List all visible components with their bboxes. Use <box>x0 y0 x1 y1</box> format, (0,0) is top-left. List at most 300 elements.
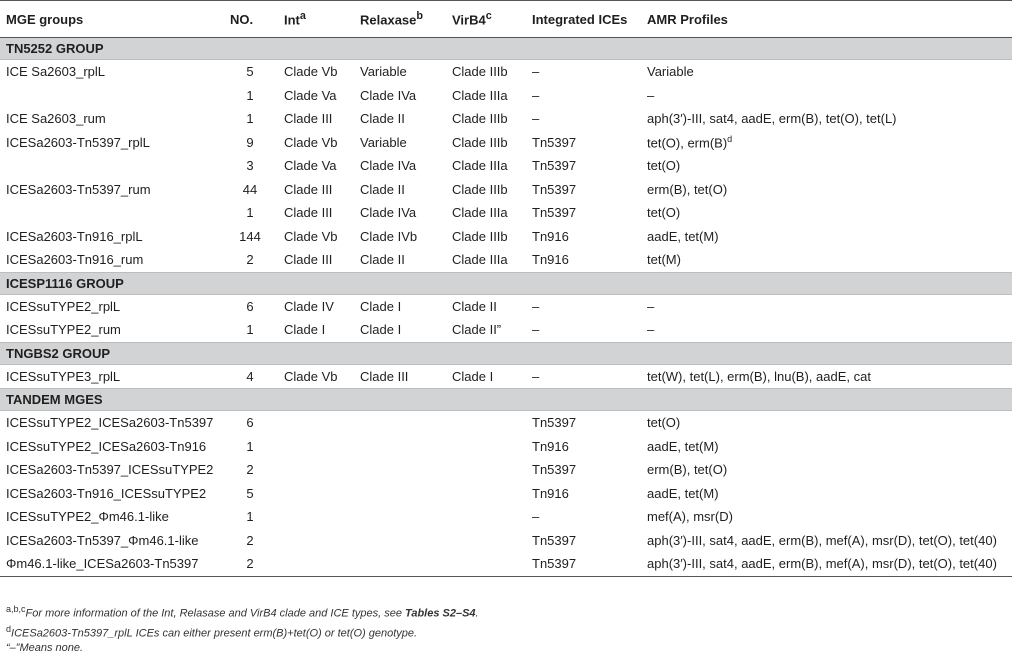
header-label: Relaxase <box>360 12 417 28</box>
header-cell <box>446 1 526 38</box>
table-row <box>0 458 1012 482</box>
cell-ices <box>526 178 641 202</box>
cell-int <box>278 318 354 342</box>
cell-ices-text: Tn916 <box>532 228 569 244</box>
cell-no-text: 1 <box>246 111 254 127</box>
cell-relaxase <box>354 248 446 272</box>
cell-mge-text: ICESa2603-Tn916_rum <box>6 252 144 268</box>
cell-amr <box>641 482 1012 506</box>
cell-int <box>278 225 354 249</box>
cell-int <box>278 201 354 225</box>
cell-int-text: Clade Va <box>284 87 337 103</box>
cell-int <box>278 552 354 576</box>
cell-int <box>278 482 354 506</box>
table-row <box>0 131 1012 155</box>
cell-ices-text: – <box>532 111 540 127</box>
group-row <box>0 389 1012 411</box>
cell-no <box>222 60 278 84</box>
cell-ices-text: Tn916 <box>532 252 569 268</box>
cell-relaxase <box>354 318 446 342</box>
cell-no-text: 9 <box>246 134 254 150</box>
footnote-text: For more information of the Int, Relasase and VirB4 clade and ICE types, see <box>25 607 406 620</box>
cell-virb4 <box>446 225 526 249</box>
table-row <box>0 529 1012 553</box>
group-row <box>0 38 1012 60</box>
cell-relaxase <box>354 529 446 553</box>
cell-mge <box>0 411 222 435</box>
header-cell <box>354 1 446 38</box>
cell-virb4-text: Clade IIIb <box>452 134 508 150</box>
cell-no <box>222 435 278 459</box>
cell-mge <box>0 482 222 506</box>
cell-int-text: Clade III <box>284 205 333 221</box>
table-body <box>0 38 1012 577</box>
cell-relaxase <box>354 552 446 576</box>
cell-ices <box>526 411 641 435</box>
cell-virb4 <box>446 178 526 202</box>
cell-relaxase-text: Clade II <box>360 111 405 127</box>
cell-ices-text: Tn5397 <box>532 556 577 572</box>
cell-ices-text: – <box>532 87 540 103</box>
cell-no <box>222 505 278 529</box>
cell-ices <box>526 505 641 529</box>
cell-mge-text: Φm46.1-like_ICESa2603-Tn5397 <box>6 556 199 572</box>
cell-amr <box>641 364 1012 389</box>
cell-virb4-text: Clade IIIa <box>452 252 508 268</box>
cell-int-text: Clade Vb <box>284 228 338 244</box>
cell-relaxase-text: Clade I <box>360 298 402 314</box>
cell-amr-text: tet(O) <box>647 205 681 221</box>
cell-relaxase <box>354 294 446 318</box>
table-row <box>0 107 1012 131</box>
cell-ices-text: Tn5397 <box>532 181 577 197</box>
cell-ices-text: – <box>532 509 540 525</box>
cell-int <box>278 458 354 482</box>
cell-no-text: 2 <box>246 532 254 548</box>
cell-virb4-text: Clade IIIb <box>452 111 508 127</box>
cell-int <box>278 107 354 131</box>
header-label: AMR Profiles <box>647 11 728 27</box>
cell-no-text: 6 <box>246 298 254 314</box>
cell-amr <box>641 131 1012 155</box>
cell-no-text: 1 <box>246 87 254 103</box>
cell-mge-text: ICESsuTYPE2_rum <box>6 322 121 338</box>
cell-mge-text: ICE Sa2603_rum <box>6 111 106 127</box>
cell-amr <box>641 458 1012 482</box>
table-row <box>0 201 1012 225</box>
cell-ices-text: Tn916 <box>532 485 569 501</box>
cell-relaxase <box>354 364 446 389</box>
cell-relaxase-text: Variable <box>360 64 407 80</box>
cell-mge-text: ICESa2603-Tn5397_ICESsuTYPE2 <box>6 462 214 478</box>
cell-virb4 <box>446 84 526 108</box>
footnotes <box>6 602 479 656</box>
cell-int <box>278 411 354 435</box>
cell-no <box>222 318 278 342</box>
cell-virb4 <box>446 318 526 342</box>
amr-footnote-mark: d <box>727 134 733 145</box>
cell-amr <box>641 60 1012 84</box>
cell-no-text: 6 <box>246 415 254 431</box>
cell-amr-text: – <box>647 298 655 314</box>
cell-no-text: 1 <box>246 322 254 338</box>
cell-relaxase <box>354 411 446 435</box>
cell-ices <box>526 552 641 576</box>
cell-mge-text: ICESsuTYPE2_Φm46.1-like <box>6 509 169 525</box>
cell-mge <box>0 529 222 553</box>
cell-no <box>222 364 278 389</box>
cell-amr <box>641 529 1012 553</box>
cell-mge <box>0 458 222 482</box>
footnote-link[interactable]: Tables S2–S4 <box>405 607 476 620</box>
cell-ices <box>526 294 641 318</box>
cell-relaxase-text: Clade II <box>360 252 405 268</box>
cell-int-text: Clade Vb <box>284 368 338 384</box>
cell-relaxase <box>354 107 446 131</box>
footnote-tail: . <box>475 607 479 620</box>
cell-mge-text: ICE Sa2603_rplL <box>6 64 106 80</box>
cell-virb4 <box>446 248 526 272</box>
cell-amr-text: aph(3′)-III, sat4, aadE, erm(B), mef(A), msr(D), tet(O), tet(40) <box>647 556 997 572</box>
cell-amr <box>641 552 1012 576</box>
cell-virb4 <box>446 482 526 506</box>
cell-ices-text: – <box>532 368 540 384</box>
cell-no <box>222 529 278 553</box>
cell-relaxase <box>354 435 446 459</box>
cell-no-text: 1 <box>246 509 254 525</box>
cell-mge-text: ICESsuTYPE2_ICESa2603-Tn916 <box>6 438 207 454</box>
cell-virb4-text: Clade IIIb <box>452 181 508 197</box>
cell-virb4 <box>446 411 526 435</box>
cell-no <box>222 294 278 318</box>
table-row <box>0 178 1012 202</box>
cell-virb4-text: Clade IIIb <box>452 64 508 80</box>
cell-relaxase-text: Clade I <box>360 322 402 338</box>
cell-amr <box>641 225 1012 249</box>
header-label: Integrated ICEs <box>532 11 628 27</box>
table-header <box>0 1 1012 38</box>
table-row <box>0 84 1012 108</box>
cell-ices-text: Tn916 <box>532 438 569 454</box>
cell-no-text: 44 <box>242 181 258 197</box>
header-label: VirB4 <box>452 12 486 28</box>
cell-ices <box>526 529 641 553</box>
cell-int <box>278 178 354 202</box>
cell-int-text: Clade Vb <box>284 134 338 150</box>
cell-no-text: 144 <box>239 228 261 244</box>
cell-ices <box>526 201 641 225</box>
cell-mge-text: ICESa2603-Tn916_ICESsuTYPE2 <box>6 485 207 501</box>
cell-int-text: Clade Va <box>284 158 337 174</box>
footnote-mark: d <box>6 623 12 634</box>
cell-virb4 <box>446 294 526 318</box>
cell-no <box>222 201 278 225</box>
cell-no-text: 4 <box>246 368 254 384</box>
cell-ices-text: Tn5397 <box>532 158 577 174</box>
cell-virb4-text: Clade IIIa <box>452 87 508 103</box>
table-row <box>0 482 1012 506</box>
cell-virb4 <box>446 435 526 459</box>
header-row <box>0 1 1012 38</box>
cell-virb4-text: Clade IIIa <box>452 158 508 174</box>
cell-ices-text: – <box>532 298 540 314</box>
cell-mge <box>0 552 222 576</box>
cell-mge <box>0 505 222 529</box>
cell-mge <box>0 225 222 249</box>
cell-no <box>222 411 278 435</box>
cell-int-text: Clade IV <box>284 298 334 314</box>
footnote <box>6 622 479 642</box>
table-row <box>0 552 1012 576</box>
cell-ices <box>526 364 641 389</box>
cell-amr-text: erm(B), tet(O) <box>647 181 728 197</box>
cell-amr <box>641 248 1012 272</box>
cell-no-text: 2 <box>246 462 254 478</box>
cell-relaxase <box>354 178 446 202</box>
cell-no <box>222 225 278 249</box>
cell-no-text: 2 <box>246 252 254 268</box>
cell-no-text: 3 <box>246 158 254 174</box>
cell-ices-text: Tn5397 <box>532 134 577 150</box>
table-row <box>0 225 1012 249</box>
cell-ices <box>526 458 641 482</box>
cell-int <box>278 505 354 529</box>
cell-ices-text: – <box>532 64 540 80</box>
table-row <box>0 154 1012 178</box>
header-cell <box>0 1 222 38</box>
header-cell <box>641 1 1012 38</box>
cell-relaxase-text: Variable <box>360 134 407 150</box>
cell-mge <box>0 84 222 108</box>
cell-ices-text: Tn5397 <box>532 415 577 431</box>
cell-amr <box>641 505 1012 529</box>
cell-virb4 <box>446 107 526 131</box>
cell-ices <box>526 248 641 272</box>
cell-no <box>222 552 278 576</box>
cell-amr-text: tet(W), tet(L), erm(B), lnu(B), aadE, cat <box>647 368 871 384</box>
cell-virb4-text: Clade II” <box>452 322 502 338</box>
cell-ices <box>526 60 641 84</box>
cell-ices <box>526 225 641 249</box>
cell-relaxase-text: Clade II <box>360 181 405 197</box>
header-footnote-mark: c <box>485 10 492 23</box>
cell-amr-text: – <box>647 322 655 338</box>
cell-mge <box>0 201 222 225</box>
cell-amr-text: tet(O) <box>647 158 681 174</box>
cell-mge-text: ICESsuTYPE3_rplL <box>6 368 121 384</box>
cell-virb4 <box>446 201 526 225</box>
cell-amr <box>641 201 1012 225</box>
table-row <box>0 318 1012 342</box>
cell-mge <box>0 60 222 84</box>
cell-amr-text: tet(O) <box>647 415 681 431</box>
footnote <box>6 641 479 656</box>
cell-ices <box>526 131 641 155</box>
cell-relaxase-text: Clade IVa <box>360 87 417 103</box>
group-title: TNGBS2 GROUP <box>0 342 1012 364</box>
cell-relaxase <box>354 458 446 482</box>
header-footnote-mark: a <box>299 10 306 23</box>
cell-no <box>222 107 278 131</box>
cell-no-text: 5 <box>246 485 254 501</box>
cell-ices <box>526 318 641 342</box>
cell-amr <box>641 84 1012 108</box>
cell-ices <box>526 84 641 108</box>
table-row <box>0 505 1012 529</box>
cell-int <box>278 131 354 155</box>
cell-ices-text: Tn5397 <box>532 205 577 221</box>
group-row <box>0 342 1012 364</box>
cell-virb4-text: Clade IIIa <box>452 205 508 221</box>
cell-relaxase <box>354 505 446 529</box>
cell-ices <box>526 482 641 506</box>
cell-mge <box>0 107 222 131</box>
cell-mge <box>0 131 222 155</box>
cell-amr <box>641 294 1012 318</box>
cell-relaxase <box>354 131 446 155</box>
group-title: TANDEM MGES <box>0 389 1012 411</box>
header-footnote-mark: b <box>416 10 424 23</box>
cell-mge <box>0 435 222 459</box>
cell-no-text: 1 <box>246 438 254 454</box>
cell-virb4 <box>446 458 526 482</box>
cell-amr-text: aph(3′)-III, sat4, aadE, erm(B), tet(O), tet(L) <box>647 111 897 127</box>
cell-int <box>278 84 354 108</box>
cell-amr-text: aph(3′)-III, sat4, aadE, erm(B), mef(A), msr(D), tet(O), tet(40) <box>647 532 997 548</box>
header-cell <box>278 1 354 38</box>
footnote <box>6 602 479 622</box>
cell-int <box>278 60 354 84</box>
cell-no <box>222 248 278 272</box>
cell-virb4 <box>446 552 526 576</box>
cell-int <box>278 435 354 459</box>
cell-amr-text: aadE, tet(M) <box>647 438 719 454</box>
cell-virb4-text: Clade I <box>452 368 494 384</box>
cell-ices <box>526 107 641 131</box>
cell-int-text: Clade III <box>284 111 333 127</box>
cell-int <box>278 529 354 553</box>
cell-relaxase <box>354 84 446 108</box>
cell-mge <box>0 294 222 318</box>
cell-relaxase <box>354 225 446 249</box>
cell-amr <box>641 318 1012 342</box>
cell-amr-text: erm(B), tet(O) <box>647 462 728 478</box>
cell-int <box>278 154 354 178</box>
cell-amr <box>641 107 1012 131</box>
footnote-text: ICESa2603-Tn5397_rplL ICEs can either present erm(B)+tet(O) or tet(O) genotype. <box>11 627 418 640</box>
cell-mge-text: ICESa2603-Tn5397_rplL <box>6 134 150 150</box>
table-row <box>0 364 1012 389</box>
cell-no <box>222 154 278 178</box>
cell-amr <box>641 435 1012 459</box>
cell-amr-text: – <box>647 87 655 103</box>
group-title: ICESP1116 GROUP <box>0 272 1012 294</box>
header-label: MGE groups <box>6 11 84 27</box>
cell-amr-text: aadE, tet(M) <box>647 485 719 501</box>
cell-no <box>222 482 278 506</box>
cell-virb4 <box>446 60 526 84</box>
cell-relaxase-text: Clade IVb <box>360 228 418 244</box>
cell-no-text: 5 <box>246 64 254 80</box>
cell-amr-text: Variable <box>647 64 694 80</box>
table-row <box>0 60 1012 84</box>
cell-relaxase-text: Clade IVa <box>360 158 417 174</box>
cell-amr <box>641 154 1012 178</box>
cell-mge <box>0 248 222 272</box>
cell-virb4-text: Clade II <box>452 298 497 314</box>
cell-no-text: 1 <box>246 205 254 221</box>
cell-amr-text: tet(O), erm(B) <box>647 135 728 151</box>
cell-relaxase <box>354 154 446 178</box>
table-row <box>0 248 1012 272</box>
cell-ices-text: Tn5397 <box>532 532 577 548</box>
group-row <box>0 272 1012 294</box>
cell-mge <box>0 318 222 342</box>
cell-virb4 <box>446 131 526 155</box>
cell-no <box>222 84 278 108</box>
group-title: TN5252 GROUP <box>0 38 1012 60</box>
cell-amr-text: mef(A), msr(D) <box>647 509 733 525</box>
header-cell <box>222 1 278 38</box>
cell-ices-text: – <box>532 322 540 338</box>
cell-int <box>278 294 354 318</box>
cell-no-text: 2 <box>246 556 254 572</box>
cell-relaxase <box>354 482 446 506</box>
cell-mge <box>0 154 222 178</box>
cell-relaxase-text: Clade IVa <box>360 205 417 221</box>
cell-no <box>222 458 278 482</box>
cell-amr-text: aadE, tet(M) <box>647 228 719 244</box>
cell-ices-text: Tn5397 <box>532 462 577 478</box>
table-row <box>0 294 1012 318</box>
cell-int-text: Clade III <box>284 181 333 197</box>
cell-virb4 <box>446 364 526 389</box>
cell-int-text: Clade I <box>284 322 326 338</box>
table-row <box>0 411 1012 435</box>
footnote-text: “–”Means none. <box>6 642 84 655</box>
header-cell <box>526 1 641 38</box>
header-label: NO. <box>230 11 254 27</box>
cell-virb4 <box>446 529 526 553</box>
cell-relaxase <box>354 201 446 225</box>
cell-amr <box>641 178 1012 202</box>
cell-no <box>222 178 278 202</box>
cell-mge-text: ICESsuTYPE2_ICESa2603-Tn5397 <box>6 415 214 431</box>
cell-virb4 <box>446 154 526 178</box>
cell-amr <box>641 411 1012 435</box>
cell-virb4-text: Clade IIIb <box>452 228 508 244</box>
cell-amr-text: tet(M) <box>647 252 681 268</box>
cell-relaxase-text: Clade III <box>360 368 409 384</box>
cell-mge-text: ICESa2603-Tn5397_Φm46.1-like <box>6 532 199 548</box>
cell-int-text: Clade Vb <box>284 64 338 80</box>
cell-mge-text: ICESa2603-Tn5397_rum <box>6 181 151 197</box>
cell-mge-text: ICESsuTYPE2_rplL <box>6 298 121 314</box>
cell-relaxase <box>354 60 446 84</box>
cell-ices <box>526 154 641 178</box>
cell-int <box>278 364 354 389</box>
table-row <box>0 435 1012 459</box>
footnote-mark: a,b,c <box>6 604 26 614</box>
cell-int-text: Clade III <box>284 252 333 268</box>
cell-mge <box>0 364 222 389</box>
cell-int <box>278 248 354 272</box>
cell-ices <box>526 435 641 459</box>
cell-virb4 <box>446 505 526 529</box>
header-label: Int <box>284 12 300 28</box>
cell-mge <box>0 178 222 202</box>
cell-no <box>222 131 278 155</box>
